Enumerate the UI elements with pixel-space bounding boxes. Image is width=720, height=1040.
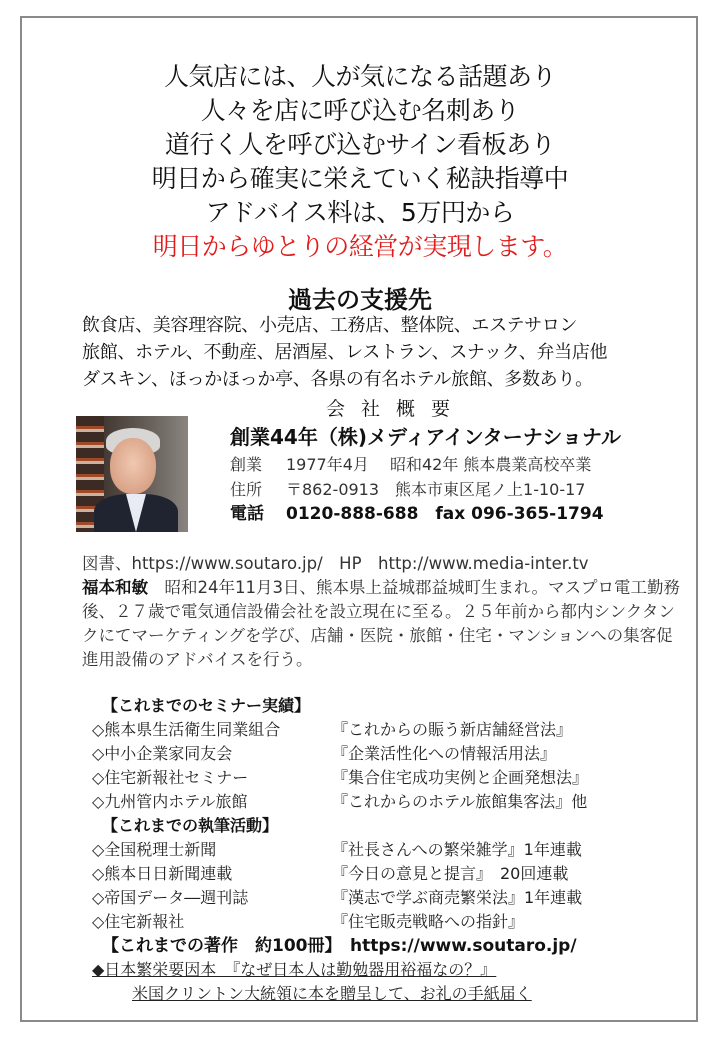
seminar-row <box>92 766 672 790</box>
books-line: 【これまでの著作 約100冊】 https://www.soutaro.jp/ <box>102 936 577 956</box>
company-heading: 会社概要 <box>326 398 467 420</box>
phone-value: 0120-888-688 fax 096-365-1794 <box>286 504 604 524</box>
clinton-note: 米国クリントン大統領に本を贈呈して、お礼の手紙届く <box>132 984 532 1003</box>
seminar-org: ◇住宅新報社セミナー <box>92 768 249 787</box>
founded-label: 創業 <box>230 455 263 474</box>
seminar-topic: 『これからの賑う新店舗経営法』 <box>332 720 573 739</box>
seminar-row <box>92 790 672 814</box>
seminar-topic: 『これからのホテル旅館集客法』他 <box>332 792 588 811</box>
company-name: 創業44年（株)メディアインターナショナル <box>230 425 621 449</box>
writing-row <box>92 838 672 862</box>
face <box>110 438 156 494</box>
seminar-row <box>92 742 672 766</box>
writing-topic: 『漢志で学ぶ商売繁栄法』1年連載 <box>332 888 583 907</box>
writing-row <box>92 862 672 886</box>
company-overview <box>230 396 621 527</box>
clients-title: 過去の支援先 <box>288 286 432 314</box>
founded-value: 1977年4月 昭和42年 熊本農業高校卒業 <box>286 455 592 474</box>
bio-paragraph <box>82 576 682 672</box>
clients-line: ダスキン、ほっかほっか亭、各県の有名ホテル旅館、多数あり。 <box>82 369 593 390</box>
seminar-topic: 『集合住宅成功実例と企画発想法』 <box>332 768 589 787</box>
hero-line: 人気店には、人が気になる話題あり <box>163 62 556 91</box>
clients-line: 飲食店、美容理容院、小売店、工務店、整体院、エステサロン <box>82 315 578 336</box>
seminars-title: 【これまでのセミナー実績】 <box>102 696 311 715</box>
featured-book: ◆日本繁栄要因本 『なぜ日本人は勤勉器用裕福なの？』 <box>92 960 497 979</box>
company-address <box>230 477 621 502</box>
hero-line: 道行く人を呼び込むサイン看板あり <box>164 130 556 159</box>
clients-line: 旅館、ホテル、不動産、居酒屋、レストラン、スナック、弁当店他 <box>82 342 608 363</box>
founder-photo <box>76 416 188 532</box>
writing-topic: 『社長さんへの繁栄雑学』1年連載 <box>332 840 582 859</box>
hero-line: アドバイス料は、5万円から <box>205 198 515 227</box>
clients-list <box>82 312 607 393</box>
seminar-org: ◇中小企業家同友会 <box>92 744 233 763</box>
bio-links: 図書、https://www.soutaro.jp/ HP http://www.media-inter.tv <box>82 554 589 573</box>
address-label: 住所 <box>230 480 263 499</box>
bio-text: 昭和24年11月3日、熊本県上益城郡益城町生まれ。マスプロ電工勤務後、２７歳で電気通信設備会社を設立現在に至る。２５年前から都内シンクタンクにてマーケティングを学び、店舗・医院・旅館・住宅・マンションへの集客促進用設備のアドバイスを行う。 <box>82 578 680 669</box>
address-value: 〒862-0913 熊本市東区尾ノ上1-10-17 <box>286 480 586 499</box>
bio-section <box>82 552 682 672</box>
hero-line: 明日から確実に栄えていく秘訣指導中 <box>151 164 569 193</box>
bio-name: 福本和敏 <box>82 578 148 597</box>
hero-section <box>0 60 720 264</box>
seminar-topic: 『企業活性化への情報活用法』 <box>332 744 557 763</box>
seminar-org: ◇熊本県生活衛生同業組合 <box>92 720 281 739</box>
company-phone <box>230 502 621 527</box>
writing-row <box>92 910 672 934</box>
writing-org: ◇住宅新報社 <box>92 912 185 931</box>
company-founded <box>230 452 621 477</box>
seminar-row <box>92 718 672 742</box>
hero-line: 人々を店に呼び込む名刺あり <box>200 96 520 125</box>
hero-red-line: 明日からゆとりの経営が実現します。 <box>152 232 568 261</box>
writing-title: 【これまでの執筆活動】 <box>102 816 279 835</box>
seminar-org: ◇九州管内ホテル旅館 <box>92 792 248 811</box>
writing-row <box>92 886 672 910</box>
phone-label: 電話 <box>230 504 264 524</box>
writing-org: ◇帝国データ―週刊誌 <box>92 888 249 907</box>
writing-org: ◇全国税理士新聞 <box>92 840 217 859</box>
works-section <box>92 694 672 1006</box>
writing-topic: 『住宅販売戦略への指針』 <box>332 912 525 931</box>
writing-org: ◇熊本日日新聞連載 <box>92 864 233 883</box>
writing-topic: 『今日の意見と提言』 20回連載 <box>332 864 569 883</box>
